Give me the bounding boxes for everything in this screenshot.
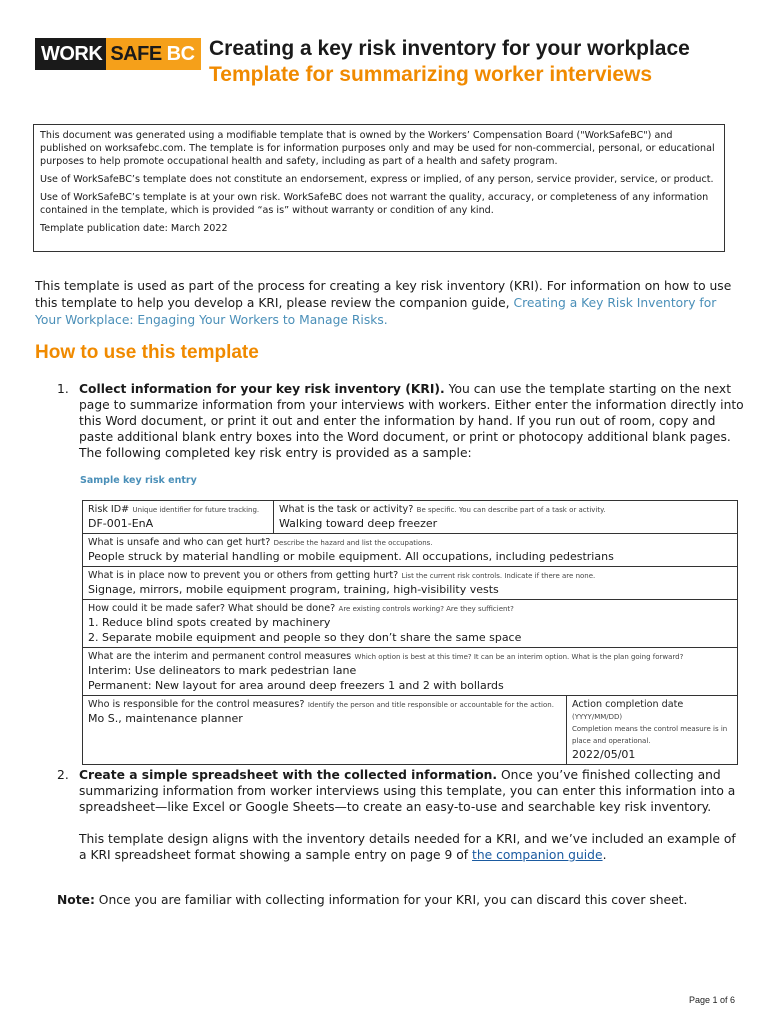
date-label: Action completion date [572,699,684,710]
intro-paragraph [35,278,745,329]
intro-text: This template is used as part of the process for creating a key risk inventory (KRI). For information on how to use this template to help you develop a KRI, please review the companion guide, [35,279,732,310]
step-2-bold: Create a simple spreadsheet with the collected information. [79,768,498,782]
unsafe-label: What is unsafe and who can get hurt? [88,537,271,548]
sample-label: Sample key risk entry [80,475,197,486]
disclaimer-para-2: Use of WorkSafeBC’s template does not constitute an endorsement, express or implied, of any person, service provider, service, or product. [40,174,714,185]
sample-risk-table [82,500,738,765]
risk-id-label: Risk ID# [88,504,130,515]
responsible-hint: Identify the person and title responsible or accountable for the action. [307,701,554,709]
unsafe-cell [83,534,738,567]
safer-cell [83,600,738,648]
table-row [83,567,738,600]
disclaimer-box [33,124,725,252]
step-1 [57,381,747,461]
measures-hint: Which option is best at this time? It can be an interim option. What is the plan going forward? [354,653,684,661]
measures-cell [83,648,738,696]
note [57,893,687,907]
step-1-number: 1. [57,382,69,396]
unsafe-value: People struck by material handling or mobile equipment. All occupations, including pedestrians [88,550,614,563]
table-row [83,696,738,765]
logo-safe-bc [106,38,200,70]
risk-id-value: DF-001-EnA [88,517,154,530]
date-value: 2022/05/01 [572,748,636,761]
table-row [83,648,738,696]
in-place-cell [83,567,738,600]
step-2-text [79,767,747,815]
disclaimer-para-1: This document was generated using a modifiable template that is owned by the Workers’ Compensation Board ("WorkSafeBC") and published on worksafebc.com. The template is for information purposes only and may be used for non-commercial, personal, or educational purposes to help promote occupational health and safety, including as part of a health and safety program. [40,130,715,167]
responsible-cell [83,696,567,765]
task-value: Walking toward deep freezer [279,517,438,530]
step-2-number: 2. [57,768,69,782]
in-place-label: What is in place now to prevent you or others from getting hurt? [88,570,399,581]
safer-hint: Are existing controls working? Are they sufficient? [338,605,514,613]
note-text: Once you are familiar with collecting information for your KRI, you can discard this cover sheet. [94,893,688,907]
date-cell [567,696,738,765]
how-to-heading: How to use this template [35,342,259,363]
risk-id-hint: Unique identifier for future tracking. [132,506,260,514]
measures-label: What are the interim and permanent control measures [88,651,352,662]
risk-id-cell [83,501,274,534]
table-row [83,501,738,534]
measures-value-1: Interim: Use delineators to mark pedestrian lane [88,664,357,677]
companion-guide-link[interactable]: Creating a Key Risk Inventory for Your Workplace: Engaging Your Workers to Manage Risks. [35,296,717,327]
date-format: (YYYY/MM/DD) [572,713,623,721]
responsible-value: Mo S., maintenance planner [88,712,243,725]
table-row [83,600,738,648]
in-place-hint: List the current risk controls. Indicate if there are none. [401,572,596,580]
logo-safe: SAFE [110,42,162,65]
companion-guide-link-2[interactable]: the companion guide [472,848,603,862]
safer-label: How could it be made safer? What should be done? [88,603,336,614]
table-row [83,534,738,567]
step-2 [57,767,747,863]
logo-bc: BC [166,42,195,65]
step-2-para-2-end: . [602,848,607,862]
worksafebc-logo [35,38,196,70]
disclaimer-date: Template publication date: March 2022 [40,223,228,234]
step-1-body: You can use the template starting on the next page to summarize information from your interviews with workers. Either enter the information directly into this Word document, or print it out and enter the information by hand. If you run out of room, copy and paste additional blank entry boxes into the Word document, or print or photocopy additional blank pages. The following completed key risk entry is provided as a sample: [79,382,744,460]
safer-value-1: 1. Reduce blind spots created by machinery [88,616,331,629]
page-subtitle: Template for summarizing worker interviews [209,63,653,86]
step-2-para-2 [79,831,747,863]
task-cell [274,501,738,534]
measures-value-2: Permanent: New layout for area around deep freezers 1 and 2 with bollards [88,679,504,692]
in-place-value: Signage, mirrors, mobile equipment program, training, high-visibility vests [88,583,499,596]
step-2-body: Once you’ve finished collecting and summarizing information from worker interviews using this template, you can enter this information into a spreadsheet—like Excel or Google Sheets—to create an easy-to-use and searchable key risk inventory. [79,768,736,814]
responsible-label: Who is responsible for the control measures? [88,699,305,710]
step-2-para-2-text: This template design aligns with the inventory details needed for a KRI, and we’ve included an example of a KRI spreadsheet format showing a sample entry on page 9 of [79,832,736,862]
task-label: What is the task or activity? [279,504,414,515]
page-title: Creating a key risk inventory for your workplace [209,37,690,60]
date-hint: Completion means the control measure is in place and operational. [572,725,728,745]
safer-value-2: 2. Separate mobile equipment and people so they don’t share the same space [88,631,522,644]
note-label: Note: [57,893,95,907]
step-1-text [79,381,747,461]
unsafe-hint: Describe the hazard and list the occupations. [273,539,433,547]
task-hint: Be specific. You can describe part of a task or activity. [416,506,606,514]
logo-work: WORK [35,38,106,70]
disclaimer-para-3: Use of WorkSafeBC’s template is at your own risk. WorkSafeBC does not warrant the quality, accuracy, or completeness of any information contained in the template, which is provided “as is” without warranty or condition of any kind. [40,192,709,216]
step-1-bold: Collect information for your key risk inventory (KRI). [79,382,445,396]
page-number: Page 1 of 6 [689,995,736,1005]
